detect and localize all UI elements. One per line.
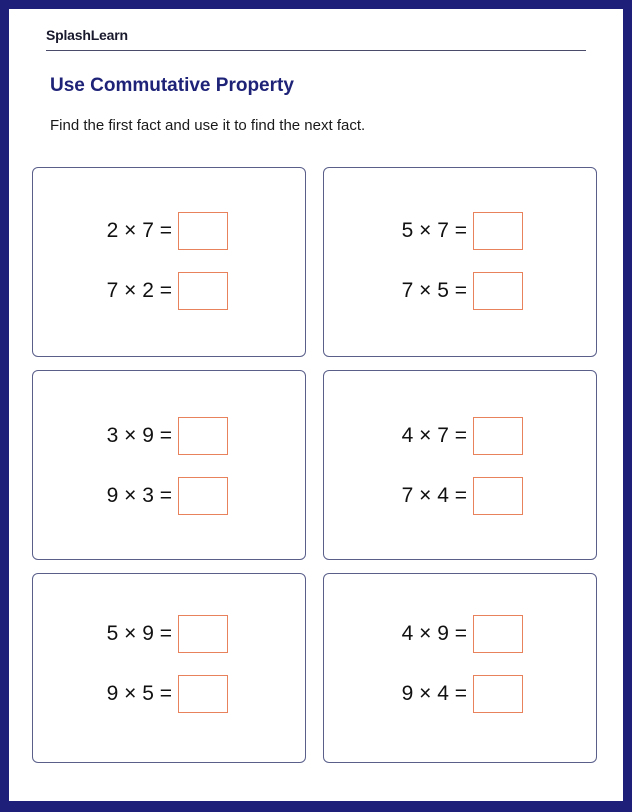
answer-box[interactable] bbox=[178, 615, 228, 653]
equation-text: 9 × 5 = bbox=[106, 682, 172, 705]
equation-row bbox=[92, 211, 228, 251]
answer-box[interactable] bbox=[473, 675, 523, 713]
answer-box[interactable] bbox=[178, 212, 228, 250]
equation-row bbox=[92, 416, 228, 456]
answer-box[interactable] bbox=[178, 477, 228, 515]
equation-row bbox=[92, 271, 228, 311]
worksheet-page bbox=[9, 9, 623, 801]
equation-text: 5 × 9 = bbox=[106, 622, 172, 645]
equation-text: 7 × 2 = bbox=[106, 279, 172, 302]
answer-box[interactable] bbox=[178, 272, 228, 310]
answer-box[interactable] bbox=[473, 615, 523, 653]
answer-box[interactable] bbox=[473, 212, 523, 250]
equation-text: 3 × 9 = bbox=[106, 424, 172, 447]
equation-row bbox=[387, 614, 523, 654]
worksheet-instructions: Find the first fact and use it to find the next fact. bbox=[50, 117, 366, 134]
equation-text: 4 × 9 = bbox=[401, 622, 467, 645]
problem-card bbox=[323, 370, 597, 560]
equation-row bbox=[387, 271, 523, 311]
answer-box[interactable] bbox=[178, 675, 228, 713]
equation-text: 9 × 3 = bbox=[106, 484, 172, 507]
equation-row bbox=[387, 416, 523, 456]
answer-box[interactable] bbox=[473, 417, 523, 455]
problem-card bbox=[323, 573, 597, 763]
equation-text: 5 × 7 = bbox=[401, 219, 467, 242]
problem-card bbox=[32, 573, 306, 763]
equation-row bbox=[92, 614, 228, 654]
equation-text: 9 × 4 = bbox=[401, 682, 467, 705]
equation-row bbox=[387, 211, 523, 251]
equation-row bbox=[92, 476, 228, 516]
equation-text: 7 × 4 = bbox=[401, 484, 467, 507]
equation-text: 2 × 7 = bbox=[106, 219, 172, 242]
answer-box[interactable] bbox=[178, 417, 228, 455]
equation-text: 4 × 7 = bbox=[401, 424, 467, 447]
equation-row bbox=[387, 476, 523, 516]
equation-row bbox=[387, 674, 523, 714]
worksheet-title: Use Commutative Property bbox=[50, 75, 294, 96]
answer-box[interactable] bbox=[473, 477, 523, 515]
brand-logo: SplashLearn bbox=[46, 27, 128, 43]
answer-box[interactable] bbox=[473, 272, 523, 310]
problem-card bbox=[32, 167, 306, 357]
equation-text: 7 × 5 = bbox=[401, 279, 467, 302]
header-divider bbox=[46, 50, 586, 51]
problem-card bbox=[323, 167, 597, 357]
problem-card bbox=[32, 370, 306, 560]
equation-row bbox=[92, 674, 228, 714]
